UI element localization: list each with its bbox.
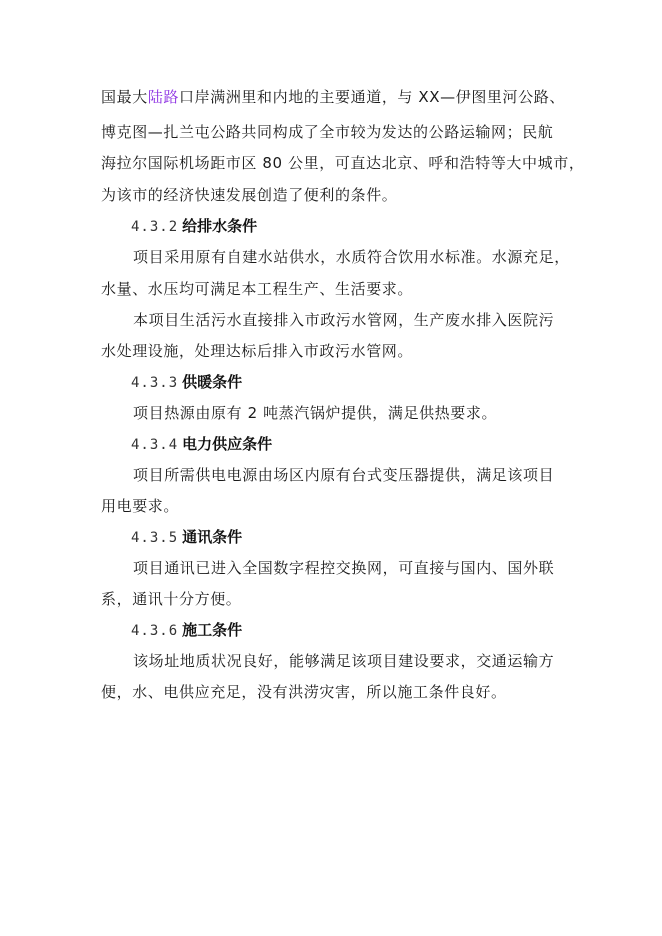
section-title: 通讯条件 [182, 528, 243, 546]
section-heading-4-3-4 [131, 434, 272, 455]
paragraph-line: 系，通讯十分方便。 [101, 590, 242, 608]
paragraph-line: 用电要求。 [101, 497, 180, 515]
section-heading-4-3-6 [131, 620, 242, 641]
paragraph-line: 便，水、电供应充足，没有洪涝灾害，所以施工条件良好。 [101, 683, 507, 701]
paragraph-line: 该场址地质状况良好，能够满足该项目建设要求，交通运输方 [133, 652, 555, 670]
section-number: 4.3.4 [131, 437, 179, 453]
paragraph-line: 项目热源由原有 2 吨蒸汽锅炉提供，满足供热要求。 [133, 404, 498, 422]
section-heading-4-3-3 [131, 372, 242, 393]
intro-line-3: 海拉尔国际机场距市区 80 公里，可直达北京、呼和浩特等大中城市， [101, 154, 585, 172]
intro-line-4: 为该市的经济快速发展创造了便利的条件。 [101, 186, 398, 204]
paragraph-line: 水量、水压均可满足本工程生产、生活要求。 [101, 280, 414, 298]
link-land-route[interactable]: 陆路 [147, 88, 180, 106]
section-title: 施工条件 [182, 621, 243, 639]
section-number: 4.3.3 [131, 375, 179, 391]
paragraph-line: 项目采用原有自建水站供水，水质符合饮用水标准。水源充足， [133, 248, 570, 266]
section-number: 4.3.5 [131, 530, 179, 546]
intro-line-2: 博克图—扎兰屯公路共同构成了全市较为发达的公路运输网；民航 [101, 123, 554, 141]
section-title: 给排水条件 [182, 217, 258, 235]
section-heading-4-3-2 [131, 216, 257, 237]
section-number: 4.3.6 [131, 623, 179, 639]
paragraph-line: 水处理设施，处理达标后排入市政污水管网。 [101, 342, 414, 360]
paragraph-line: 本项目生活污水直接排入市政污水管网，生产废水排入医院污 [133, 311, 555, 329]
section-heading-4-3-5 [131, 527, 242, 548]
section-title: 供暖条件 [182, 373, 243, 391]
section-title: 电力供应条件 [182, 435, 273, 453]
paragraph-line: 项目通讯已进入全国数字程控交换网，可直接与国内、国外联 [133, 559, 555, 577]
intro-text: 口岸满洲里和内地的主要通道，与 XX—伊图里河公路、 [179, 88, 565, 106]
section-number: 4.3.2 [131, 219, 179, 235]
intro-line-1 [101, 87, 565, 107]
paragraph-line: 项目所需供电电源由场区内原有台式变压器提供，满足该项目 [133, 466, 555, 484]
intro-text: 国最大 [101, 88, 148, 106]
